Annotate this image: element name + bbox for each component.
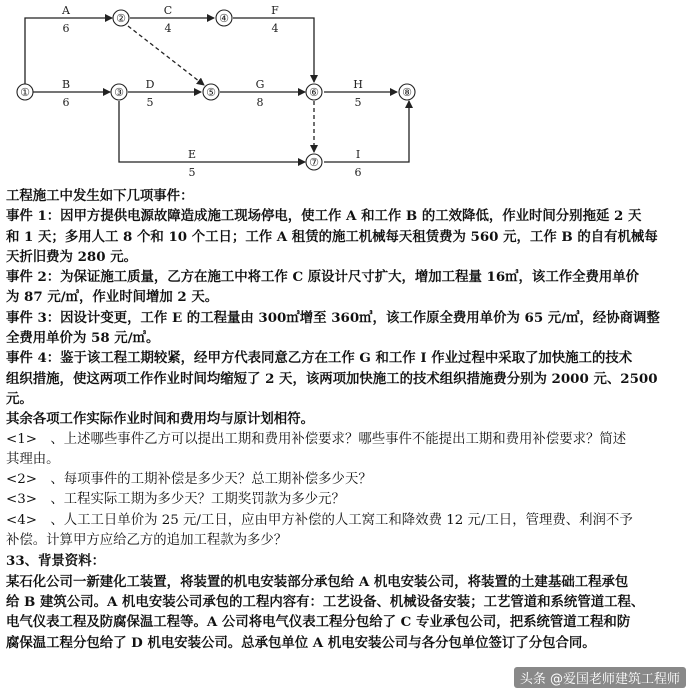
document-line [6, 348, 686, 368]
document-line [6, 490, 686, 510]
line-text: 为保证施工质量，乙方在施工中将工作 C 原设计尺寸扩大，增加工程量 16㎥，该工作全费用单价 [60, 269, 640, 286]
line-text: 腐保温工程分包给了 D 机电安装公司。总承包单位 A 机电安装公司与各分包单位签订了分包合同。 [6, 634, 596, 651]
node-1-label: ① [20, 86, 30, 99]
line-text: 其理由。 [6, 451, 60, 467]
document-line [6, 328, 686, 348]
document-line [6, 551, 686, 571]
activity-F-duration: 4 [271, 22, 279, 35]
node-2-label: ② [116, 12, 126, 25]
line-text: <3> 、工程实际工期为多少天？工期奖罚款为多少元？ [6, 492, 345, 508]
document-line [6, 511, 686, 531]
activity-C-name: C [163, 4, 173, 17]
document-line [6, 186, 686, 206]
document-line [6, 592, 686, 612]
document-line [6, 470, 686, 490]
event-label: 事件 2： [6, 269, 61, 286]
line-text: 天折旧费为 280 元。 [6, 248, 138, 265]
document-line [6, 227, 686, 247]
line-text: <2> 、每项事件的工期补偿是多少天？总工期补偿多少天？ [6, 472, 372, 488]
event-label: 事件 1： [6, 208, 61, 225]
document-line [6, 572, 686, 592]
activity-G-name: G [255, 78, 265, 91]
document-line [6, 531, 686, 551]
activity-A-duration: 6 [62, 22, 70, 35]
activity-E-name: E [187, 148, 197, 161]
document-line [6, 633, 686, 653]
activity-D-duration: 5 [146, 96, 154, 109]
node-6-label: ⑥ [309, 86, 319, 99]
line-text: 给 B 建筑公司。A 机电安装公司承包的工程内容有：工艺设备、机械设备安装；工艺管道和系统管道工程、 [6, 593, 645, 610]
activity-H-name: H [353, 78, 363, 91]
document-line [6, 206, 686, 226]
watermark: 头条 @爱国老师建筑工程师 [514, 667, 686, 688]
line-text: 和 1 天；多用人工 8 个和 10 个工日；工作 A 租赁的施工机械每天租赁费为 560 元，工作 B 的自有机械每 [6, 228, 658, 245]
document-line [6, 267, 686, 287]
activity-G-duration: 8 [256, 96, 264, 109]
node-5-label: ⑤ [206, 86, 216, 99]
activity-E-arrow [119, 101, 305, 162]
document-body [6, 186, 686, 653]
document-line [6, 612, 686, 632]
activity-C-duration: 4 [164, 22, 172, 35]
line-text: 因设计变更，工作 E 的工程量由 300㎥增至 360㎥，该工作原全费用单价为 65 元/㎥，经协商调整 [60, 309, 660, 326]
line-text: 工程施工中发生如下几项事件： [6, 188, 194, 204]
document-line [6, 409, 686, 429]
activity-A-name: A [62, 4, 70, 17]
network-diagram [0, 0, 692, 186]
activity-B-duration: 6 [62, 96, 70, 109]
event-label: 事件 3： [6, 309, 61, 326]
line-text: <1> 、上述哪些事件乙方可以提出工期和费用补偿要求？哪些事件不能提出工期和费用补偿要求？简述 [6, 431, 627, 447]
line-text: 鉴于该工程工期较紧，经甲方代表同意乙方在工作 G 和工作 I 作业过程中采取了加快施工的技术 [60, 350, 633, 367]
activity-I-duration: 6 [354, 166, 362, 179]
activity-I-arrow [324, 101, 409, 162]
line-text: 33、背景资料： [6, 553, 105, 570]
activity-I-name: I [355, 148, 361, 161]
activity-E-duration: 5 [188, 166, 196, 179]
activity-H-duration: 5 [354, 96, 362, 109]
line-text: 某石化公司一新建化工装置，将装置的机电安装部分承包给 A 机电安装公司，将装置的土建基础工程承包 [6, 573, 629, 590]
line-text: 组织措施，使这两项工作作业时间均缩短了 2 天，该两项加快施工的技术组织措施费分别为 2000 元、2500 [6, 370, 658, 387]
activity-D-name: D [145, 78, 155, 91]
line-text: 元。 [6, 390, 33, 407]
node-3-label: ③ [114, 86, 124, 99]
node-8-label: ⑧ [402, 86, 412, 99]
document-line [6, 430, 686, 450]
line-text: 补偿。计算甲方应给乙方的追加工程款为多少？ [6, 533, 288, 549]
line-text: <4> 、人工工日单价为 25 元/工日，应由甲方补偿的人工窝工和降效费 12 元/工日，管理费、利润不予 [6, 512, 633, 528]
node-7-label: ⑦ [309, 156, 319, 169]
line-text: 因甲方提供电源故障造成施工现场停电，使工作 A 和工作 B 的工效降低，作业时间分别拖延 2 天 [60, 208, 642, 225]
event-label: 事件 4： [6, 350, 61, 367]
activity-B-name: B [61, 78, 71, 91]
document-line [6, 389, 686, 409]
document-line [6, 369, 686, 389]
line-text: 全费用单价为 58 元/㎥。 [6, 330, 160, 347]
line-text: 电气仪表工程及防腐保温工程等。A 公司将电气仪表工程分包给了 C 专业承包公司，把系统管道工程和防 [6, 614, 631, 631]
line-text: 为 87 元/㎥，作业时间增加 2 天。 [6, 289, 219, 306]
document-line [6, 308, 686, 328]
node-4-label: ④ [219, 12, 229, 25]
document-line [6, 450, 686, 470]
line-text: 其余各项工作实际作业时间和费用均与原计划相符。 [6, 411, 314, 428]
document-line [6, 247, 686, 267]
document-line [6, 287, 686, 307]
activity-F-name: F [271, 4, 279, 17]
